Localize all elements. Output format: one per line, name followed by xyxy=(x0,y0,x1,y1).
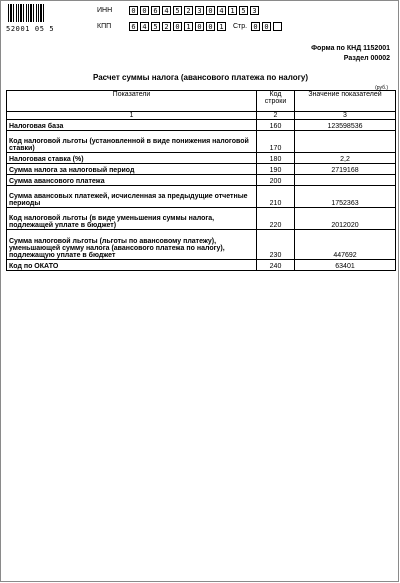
kpp-digit-cell: 5 xyxy=(151,22,160,31)
inn-digit-cell: 1 xyxy=(228,6,237,15)
table-row xyxy=(7,230,396,260)
inn-digit-cell: 0 xyxy=(140,6,149,15)
row-label: Сумма налоговой льготы (льготы по авансовому платежу), уменьшающей сумму налога (авансового платежа по налогу), подлежащую уплате в бюджет xyxy=(7,230,257,260)
inn-digit-cell: 4 xyxy=(217,6,226,15)
page-title: Расчет суммы налога (авансового платежа по налогу) xyxy=(92,73,309,82)
barcode-number: 52001 05 5 xyxy=(6,25,55,33)
kpp-digit-cell: 4 xyxy=(140,22,149,31)
row-label: Сумма авансовых платежей, исчисленная за предыдущие отчетные периоды xyxy=(7,186,257,208)
row-code: 200 xyxy=(257,175,295,186)
table-row xyxy=(7,164,396,175)
row-label: Сумма налога за налоговый период xyxy=(7,164,257,175)
row-label: Налоговая ставка (%) xyxy=(7,153,257,164)
row-value: 2012020 xyxy=(295,208,396,230)
form-section: Раздел 00002 xyxy=(343,55,390,62)
form-code: Форма по КНД 1152001 xyxy=(311,45,390,52)
inn-digit-cell: 4 xyxy=(162,6,171,15)
column-number: 3 xyxy=(295,112,396,120)
table-row xyxy=(7,175,396,186)
row-label: Код по ОКАТО xyxy=(7,260,257,271)
inn-cells xyxy=(129,6,261,15)
row-code: 230 xyxy=(257,230,295,260)
row-value: 447692 xyxy=(295,230,396,260)
row-label: Сумма авансового платежа xyxy=(7,175,257,186)
row-code: 210 xyxy=(257,186,295,208)
inn-digit-cell: 5 xyxy=(173,6,182,15)
inn-digit-cell: 5 xyxy=(239,6,248,15)
row-code: 220 xyxy=(257,208,295,230)
row-value: 2,2 xyxy=(295,153,396,164)
table-row xyxy=(7,120,396,131)
column-number: 1 xyxy=(7,112,257,120)
inn-digit-cell: 3 xyxy=(250,6,259,15)
row-value: 1752363 xyxy=(295,186,396,208)
row-value: 2719168 xyxy=(295,164,396,175)
kpp-label: КПП xyxy=(97,23,112,30)
inn-digit-cell: 0 xyxy=(206,6,215,15)
tax-calculation-table xyxy=(6,90,396,271)
kpp-digit-cell: 6 xyxy=(129,22,138,31)
inn-digit-cell: 0 xyxy=(129,6,138,15)
table-row xyxy=(7,208,396,230)
row-code: 180 xyxy=(257,153,295,164)
page-digit-cell: 0 xyxy=(251,22,260,31)
inn-digit-cell: 3 xyxy=(195,6,204,15)
row-value: 123598536 xyxy=(295,120,396,131)
row-label: Код налоговой льготы (установленной в виде понижения налоговой ставки) xyxy=(7,131,257,153)
kpp-digit-cell: 0 xyxy=(195,22,204,31)
header-line-code: Код строки xyxy=(257,91,295,112)
kpp-digit-cell: 0 xyxy=(206,22,215,31)
table-row xyxy=(7,260,396,271)
kpp-cells xyxy=(129,22,228,31)
kpp-digit-cell: 2 xyxy=(162,22,171,31)
page-number-label: Стр. xyxy=(233,23,248,30)
table-row xyxy=(7,131,396,153)
header-values: Значение показателей xyxy=(295,91,396,112)
row-code: 240 xyxy=(257,260,295,271)
row-value: 63401 xyxy=(295,260,396,271)
header-indicators: Показатели xyxy=(7,91,257,112)
page-digit-cell xyxy=(273,22,282,31)
row-value xyxy=(295,131,396,153)
page-number-cells xyxy=(251,22,284,31)
kpp-digit-cell: 0 xyxy=(173,22,182,31)
inn-digit-cell: 6 xyxy=(151,6,160,15)
inn-label: ИНН xyxy=(97,7,113,14)
row-label: Код налоговой льготы (в виде уменьшения суммы налога, подлежащей уплате в бюджет) xyxy=(7,208,257,230)
table-row xyxy=(7,186,396,208)
row-value xyxy=(295,175,396,186)
column-number: 2 xyxy=(257,112,295,120)
row-code: 190 xyxy=(257,164,295,175)
row-label: Налоговая база xyxy=(7,120,257,131)
barcode-image xyxy=(8,4,44,22)
row-code: 170 xyxy=(257,131,295,153)
row-code: 160 xyxy=(257,120,295,131)
inn-digit-cell: 2 xyxy=(184,6,193,15)
kpp-digit-cell: 1 xyxy=(217,22,226,31)
kpp-digit-cell: 1 xyxy=(184,22,193,31)
page-digit-cell: 0 xyxy=(262,22,271,31)
unit-label: (руб.) xyxy=(375,85,388,91)
table-row xyxy=(7,153,396,164)
